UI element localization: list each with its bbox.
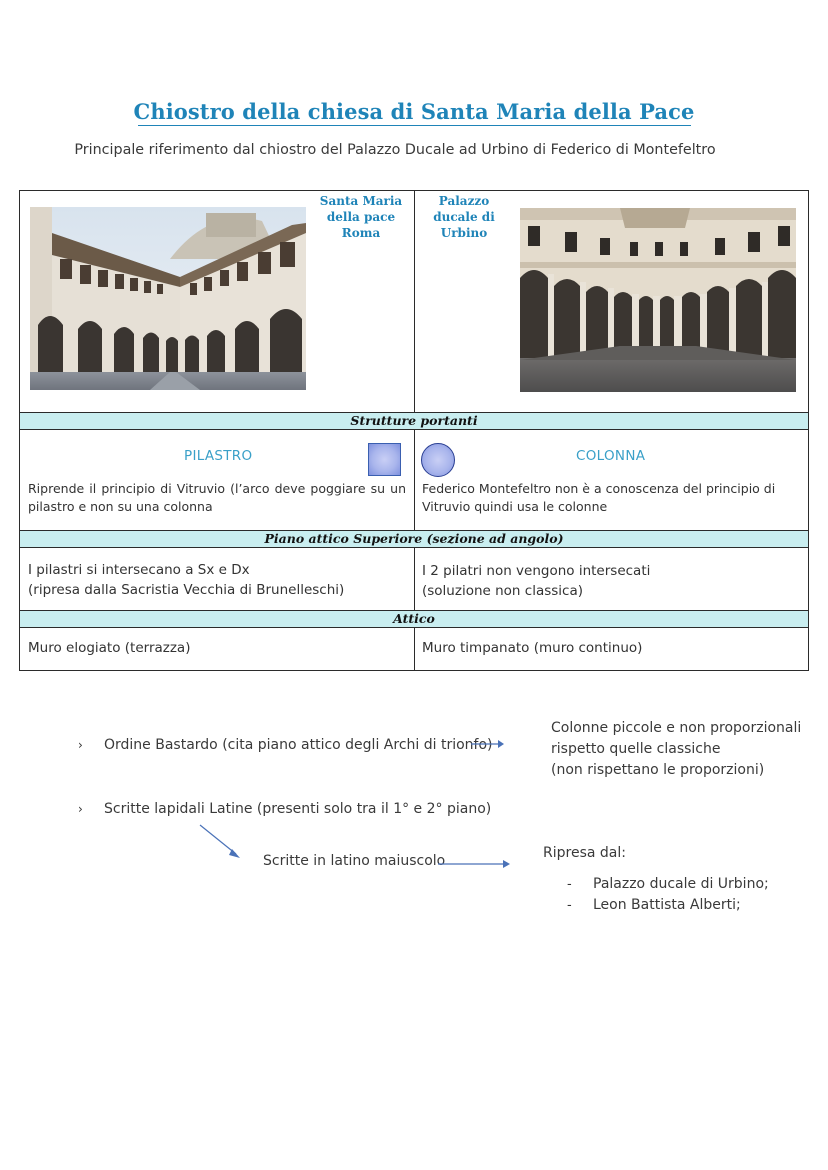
caption-line: Roma xyxy=(341,226,381,240)
section-strutture-portanti: Strutture portanti xyxy=(20,413,808,429)
caption-line: Urbino xyxy=(440,226,488,240)
caption-line: della pace xyxy=(326,210,396,224)
piano-right-text xyxy=(422,561,802,601)
ordine-bastardo-note: Ordine Bastardo (cita piano attico degli Archi di trionfo) xyxy=(104,737,493,753)
attico-left-text: Muro elogiato (terrazza) xyxy=(28,640,191,656)
arrow-right-icon xyxy=(470,737,506,751)
square-pillar-icon xyxy=(368,443,401,476)
colonne-piccole-note xyxy=(551,718,801,781)
page-title: Chiostro della chiesa di Santa Maria della Pace xyxy=(133,99,695,124)
ripresa-item-alberti: Leon Battista Alberti; xyxy=(593,897,741,913)
attico-right-text: Muro timpanato (muro continuo) xyxy=(422,640,643,656)
piano-left-text xyxy=(28,560,408,600)
dash-glyph: - xyxy=(567,898,572,913)
santa-maria-della-pace-photo xyxy=(30,207,306,390)
caption-line: ducale di xyxy=(433,210,495,224)
pilastro-description: Riprende il principio di Vitruvio (l’arco deve poggiare su un pilastro e non su una colonna xyxy=(28,481,406,514)
note-line: (non rispettano le proporzioni) xyxy=(551,762,765,778)
pilastro-label: PILASTRO xyxy=(184,448,253,464)
piano-left-line: (ripresa dalla Sacristia Vecchia di Brunelleschi) xyxy=(28,582,345,598)
column-divider xyxy=(414,191,415,413)
row-divider xyxy=(20,547,808,548)
row-divider xyxy=(20,429,808,430)
piano-right-line: I 2 pilatri non vengono intersecati xyxy=(422,563,651,579)
scritte-latino-note: Scritte in latino maiuscolo xyxy=(263,853,446,869)
section-piano-attico: Piano attico Superiore (sezione ad angolo) xyxy=(20,531,808,547)
scritte-lapidali-note: Scritte lapidali Latine (presenti solo tra il 1° e 2° piano) xyxy=(104,801,492,817)
title-underline xyxy=(138,125,691,126)
row-divider xyxy=(20,627,808,628)
piano-left-line: I pilastri si intersecano a Sx e Dx xyxy=(28,562,250,578)
circle-column-icon xyxy=(421,443,455,477)
ripresa-label: Ripresa dal: xyxy=(543,845,626,861)
palazzo-ducale-caption xyxy=(422,193,506,241)
section-attico: Attico xyxy=(20,611,808,627)
column-divider xyxy=(414,430,415,531)
palazzo-ducale-photo xyxy=(520,208,796,392)
note-line: rispetto quelle classiche xyxy=(551,741,721,757)
bullet-glyph: › xyxy=(78,738,83,752)
santa-maria-caption xyxy=(315,193,407,241)
dash-glyph: - xyxy=(567,877,572,892)
arrow-right-icon xyxy=(437,857,513,871)
caption-line: Palazzo xyxy=(438,194,490,208)
page-subtitle: Principale riferimento dal chiostro del Palazzo Ducale ad Urbino di Federico di Montefeltro xyxy=(74,142,716,158)
ripresa-item-urbino: Palazzo ducale di Urbino; xyxy=(593,876,769,892)
column-divider xyxy=(414,548,415,611)
caption-line: Santa Maria xyxy=(319,194,403,208)
arrow-diagonal-icon xyxy=(198,823,244,861)
comparison-table xyxy=(19,190,809,671)
bullet-glyph: › xyxy=(78,802,83,816)
piano-right-line: (soluzione non classica) xyxy=(422,583,584,599)
colonna-description: Federico Montefeltro non è a conoscenza del principio di Vitruvio quindi usa le colonne xyxy=(422,481,776,514)
column-divider xyxy=(414,628,415,670)
colonna-label: COLONNA xyxy=(576,448,646,464)
note-line: Colonne piccole e non proporzionali xyxy=(551,720,802,736)
